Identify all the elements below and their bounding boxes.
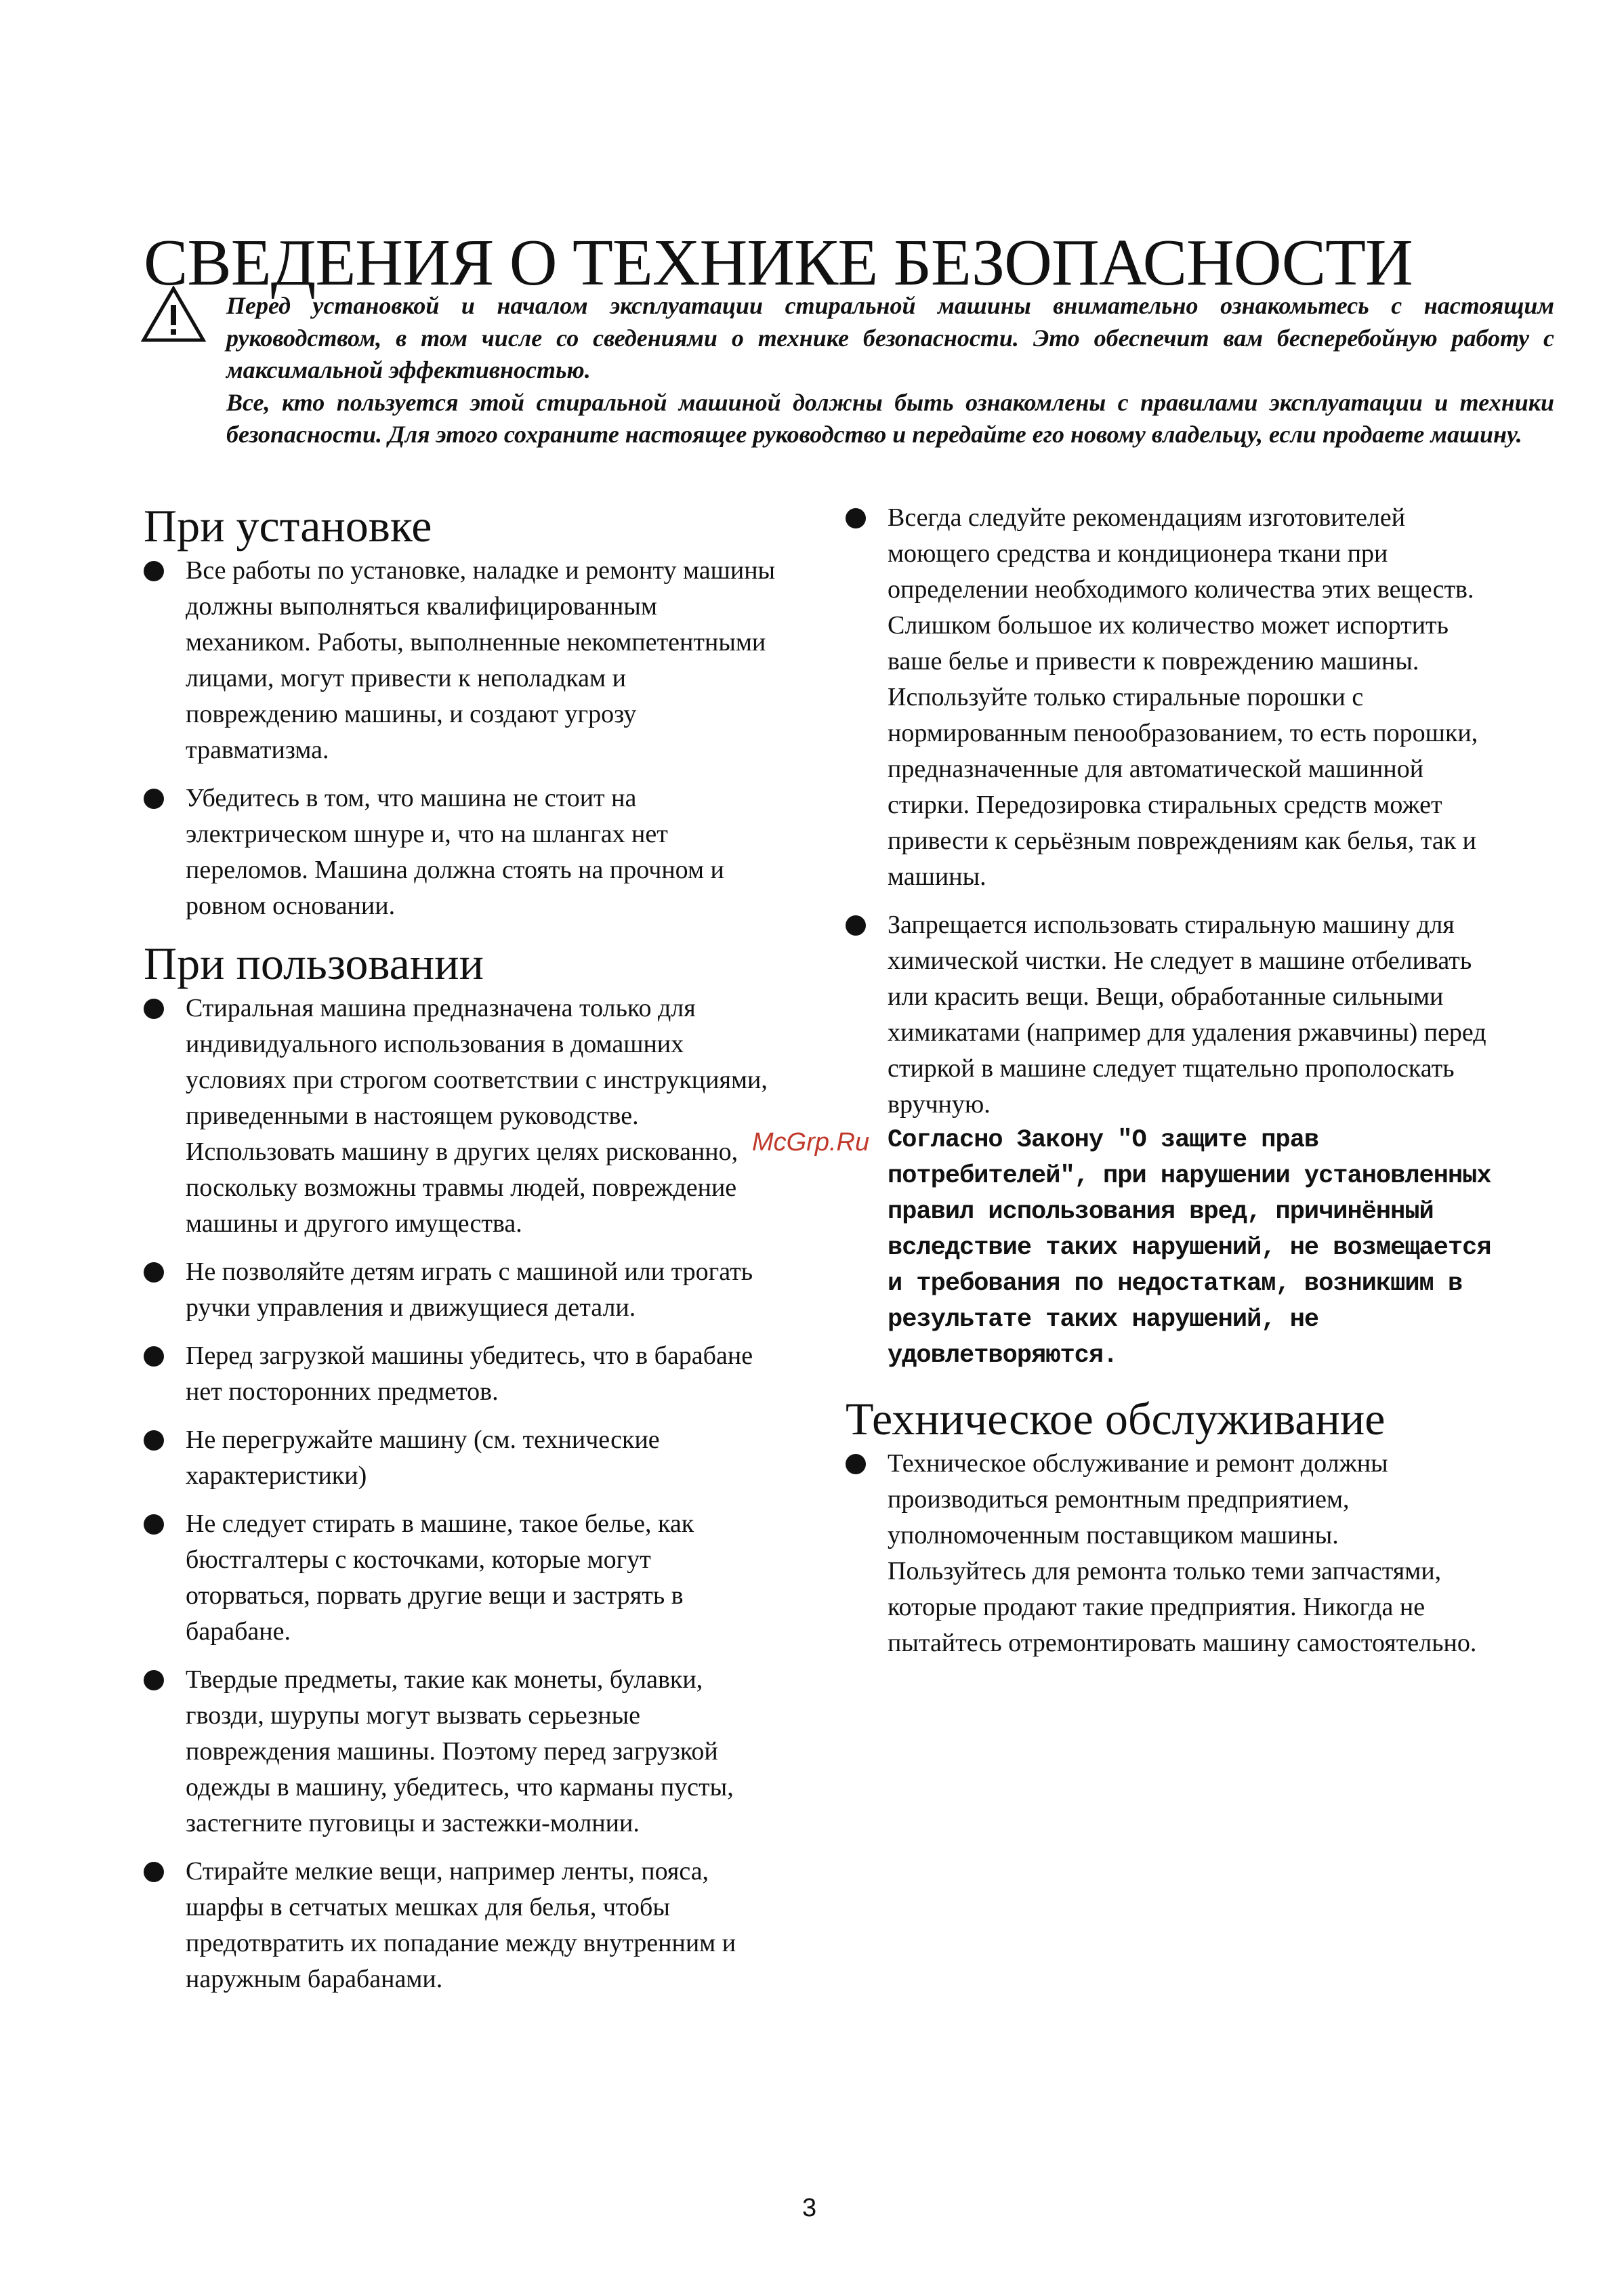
section-heading-usage: При пользовании <box>144 938 484 989</box>
usage-continued-list <box>846 500 1496 1374</box>
intro-warning <box>226 290 1554 451</box>
list-item-text: Не следует стирать в машине, такое белье, как бюстгалтеры с косточками, которые могут оторваться, порвать другие вещи и застрять в барабане. <box>186 1510 694 1646</box>
right-column <box>846 500 1496 1673</box>
list-item <box>144 1506 780 1650</box>
list-item <box>846 500 1496 895</box>
installation-list <box>144 553 780 924</box>
list-item-text: Техническое обслуживание и ремонт должны производиться ремонтным предприятием, уполномоченным поставщиком машины. <box>888 1449 1388 1549</box>
section-heading-installation: При установке <box>144 500 432 551</box>
usage-list <box>144 991 780 1997</box>
bullet-icon <box>144 1670 164 1690</box>
page-title: СВЕДЕНИЯ О ТЕХНИКЕ БЕЗОПАСНОСТИ <box>144 226 1413 299</box>
bullet-icon <box>846 915 866 936</box>
list-item <box>144 1338 780 1410</box>
bullet-icon <box>144 1430 164 1451</box>
bullet-icon <box>144 1262 164 1283</box>
list-item-text: Убедитесь в том, что машина не стоит на электрическом шнуре и, что на шлангах нет переломов. Машина должна стоять на прочном и ровном основании. <box>186 784 724 920</box>
list-item <box>144 991 780 1242</box>
intro-paragraph: Перед установкой и началом эксплуатации стиральной машины внимательно ознакомьтесь с настоящим руководством, в том числе со сведениями о технике безопасности. Это обеспечит вам бесперебойную работу с максимальной эффективностью. <box>226 292 1554 383</box>
bullet-icon <box>144 999 164 1019</box>
list-item-text: Запрещается использовать стиральную машину для химической чистки. Не следует в машине отбеливать или красить вещи. Вещи, обработанные сильными химикатами (например для удаления ржавчины) перед стиркой в машине следует тщательно прополоскать вручную. <box>888 911 1486 1119</box>
bullet-icon <box>144 789 164 809</box>
page-number: 3 <box>802 2194 817 2222</box>
list-item <box>846 907 1496 1374</box>
list-item-text: Не позволяйте детям играть с машиной или трогать ручки управления и движущиеся детали. <box>186 1257 753 1322</box>
bullet-icon <box>144 1862 164 1882</box>
list-item-text: Пользуйтесь для ремонта только теми запчастями, которые продают такие предприятия. Никогда не пытайтесь отремонтировать машину самостоятельно. <box>888 1557 1477 1657</box>
watermark-link[interactable]: McGrp.Ru <box>752 1128 870 1157</box>
section-heading-maintenance: Техническое обслуживание <box>846 1393 1386 1444</box>
list-item <box>144 780 780 924</box>
list-item <box>144 553 780 768</box>
list-item-text: Стиральная машина предназначена только для индивидуального использования в домашних условиях при строгом соответствии с инструкциями, приведенными в настоящем руководстве. Использовать машину в других целях рискованно, поскольку возможны травмы людей, повреждение машины и другого имущества. <box>186 994 768 1238</box>
bullet-icon <box>144 561 164 581</box>
list-item-text: Стирайте мелкие вещи, например ленты, пояса, шарфы в сетчатых мешках для белья, чтобы предотвратить их попадание между внутренним и наружным барабанами. <box>186 1857 736 1993</box>
list-item-text: Твердые предметы, такие как монеты, булавки, гвозди, шурупы могут вызвать серьезные повреждения машины. Поэтому перед загрузкой одежды в машину, убедитесь, что карманы пусты, застегните пуговицы и застежки-молнии. <box>186 1665 734 1837</box>
list-item <box>846 1446 1496 1661</box>
bullet-icon <box>846 1454 866 1474</box>
list-item <box>144 1422 780 1494</box>
left-column <box>144 500 780 2010</box>
list-item <box>144 1254 780 1326</box>
list-item-text: Всегда следуйте рекомендациям изготовителей моющего средства и кондиционера ткани при определении необходимого количества этих веществ. Слишком большое их количество может испортить ваше белье и привести к повреждению машины. Используйте только стиральные порошки с нормированным пенообразованием, то есть порошки, предназначенные для автоматической машинной стирки. Передозировка стиральных средств может привести к серьёзным повреждениям как белья, так и машины. <box>888 503 1478 891</box>
list-item-text: Не перегружайте машину (см. технические характеристики) <box>186 1425 660 1490</box>
bullet-icon <box>846 508 866 528</box>
list-item-text: Все работы по установке, наладке и ремонту машины должны выполняться квалифицированным механиком. Работы, выполненные некомпетентными лицами, могут привести к неполадкам и повреждению машины, и создают угрозу травматизма. <box>186 556 776 764</box>
bullet-icon <box>144 1514 164 1535</box>
list-item <box>144 1662 780 1841</box>
list-item-text: Перед загрузкой машины убедитесь, что в барабане нет посторонних предметов. <box>186 1341 753 1406</box>
legal-note: Согласно Закону "О защите прав потребителей", при нарушении установленных правил использования вред, причинённый вследствие таких нарушений, не возмещается и требования по недостаткам, возникшим в результате таких нарушений, не удовлетворяются. <box>888 1126 1491 1370</box>
maintenance-list <box>846 1446 1496 1661</box>
bullet-icon <box>144 1346 164 1367</box>
intro-paragraph: Все, кто пользуется этой стиральной машиной должны быть ознакомлены с правилами эксплуатации и техники безопасности. Для этого сохраните настоящее руководство и передайте его новому владельцу, если продаете машину. <box>226 388 1554 448</box>
warning-triangle-icon <box>141 286 206 343</box>
list-item <box>144 1854 780 1997</box>
